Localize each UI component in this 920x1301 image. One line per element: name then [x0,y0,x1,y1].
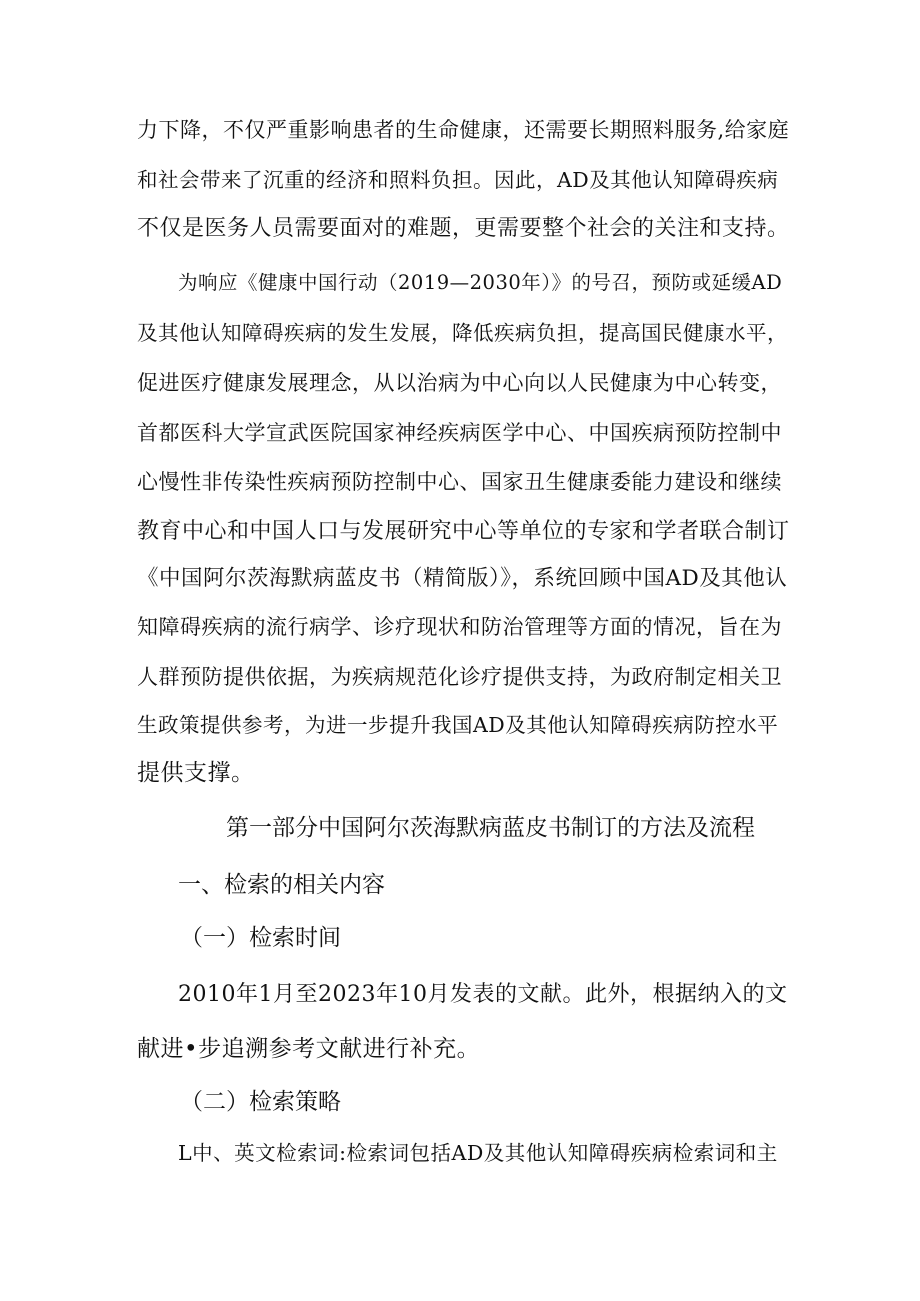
paragraph-3-line-2: 献进•步追溯参考文献进行补充。 [137,1036,481,1062]
paragraph-2-line-5: 心慢性非传染性疾病预防控制中心、国家丑生健康委能力建设和继续 [137,470,782,494]
subsection-1-title: （一）检索时间 [180,925,341,951]
paragraph-2-line-7: 《中国阿尔茨海默病蓝皮书（精简版）》，系统回顾中国AD及其他认 [137,566,788,591]
paragraph-2-line-6: 教育中心和中国人口与发展研究中心等单位的专家和学者联合制订 [137,519,790,544]
paragraph-2-line-2: 及其他认知障碍疾病的发生发展，降低疾病负担，提高国民健康水平， [137,321,788,345]
paragraph-1-line-2: 和社会带来了沉重的经济和照料负担。因此，AD及其他认知障碍疾病 [137,168,779,192]
paragraph-2-line-8: 知障碍疾病的流行病学、诊疗现状和防治管理等方面的情况，旨在为 [137,615,782,639]
paragraph-2-line-10: 生政策提供参考，为进一步提升我国AD及其他认知障碍疾病防控水平 [137,713,779,737]
subsection-2-title: （二）检索策略 [180,1089,341,1115]
section-1-title: 一、检索的相关内容 [178,872,385,898]
paragraph-2-line-3: 促进医疗健康发展理念，从以治病为中心向以人民健康为中心转变， [137,371,782,395]
paragraph-1-line-3: 不仅是医务人员需要面对的难题，更需要整个社会的关注和支持。 [137,216,790,241]
paragraph-1-line-1: 力下降，不仅严重影响患者的生命健康，还需要长期照料服务,给家庭 [137,118,790,142]
paragraph-4-line-1: L中、英文检索词:检索词包括AD及其他认知障碍疾病检索词和主 [178,1141,778,1165]
paragraph-2-line-11: 提供支撑。 [137,760,255,786]
paragraph-2-line-9: 人群预防提供依据，为疾病规范化诊疗提供支持，为政府制定相关卫 [137,665,782,689]
paragraph-2-line-1: 为响应《健康中国行动（2019—2030年）》的号召，预防或延缓AD [178,271,783,294]
paragraph-3-line-1: 2010年1月至2023年10月发表的文献。此外，根据纳入的文 [178,982,788,1007]
part-title: 第一部分中国阿尔茨海默病蓝皮书制订的方法及流程 [226,815,755,841]
paragraph-2-line-4: 首都医科大学宣武医院国家神经疾病医学中心、中国疾病预防控制中 [137,421,782,445]
